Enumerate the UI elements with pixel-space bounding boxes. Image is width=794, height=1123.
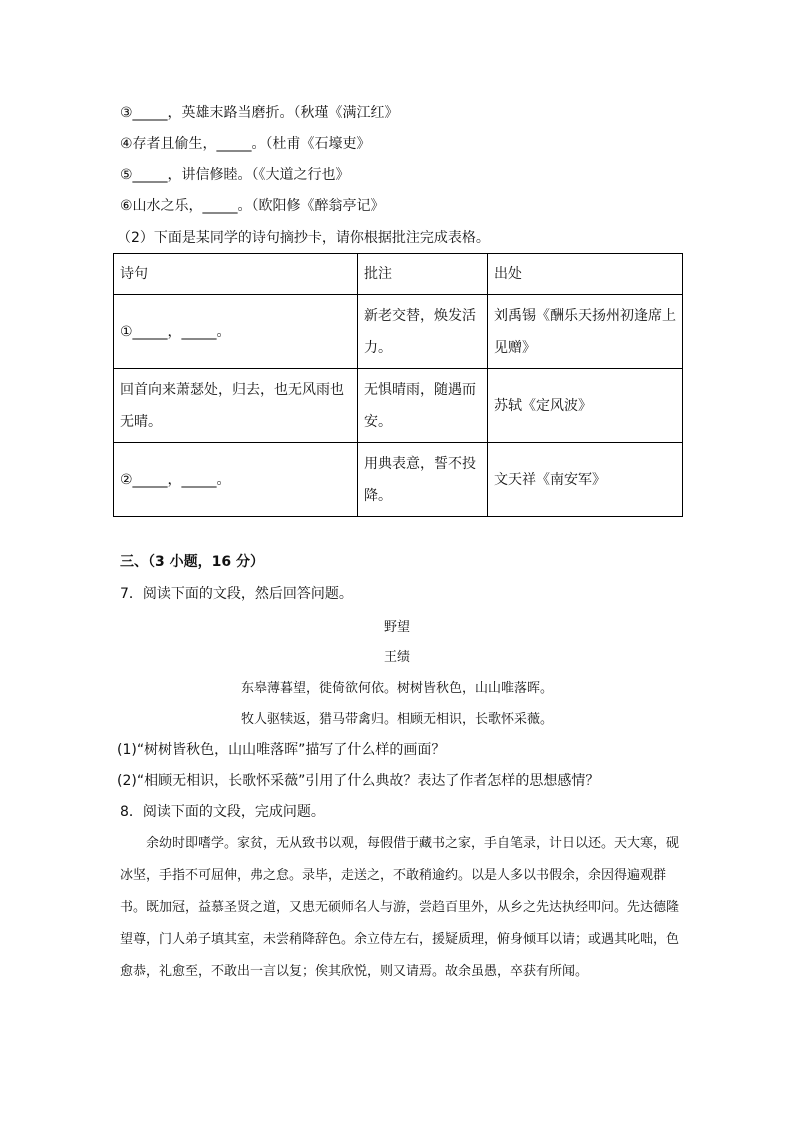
source-cell: 刘禹锡《酬乐天扬州初逢席上见赠》	[488, 295, 683, 369]
poem-title: 野望	[383, 620, 410, 635]
fill-blank-6: ⑥山水之乐，_____。（欧阳修《醉翁亭记》	[120, 198, 385, 214]
section-3-heading: 三、（3 小题，16 分）	[120, 554, 264, 570]
question-8-prompt: 8．阅读下面的文段，完成问题。	[120, 804, 325, 820]
question-7-prompt: 7．阅读下面的文段，然后回答问题。	[120, 586, 353, 602]
question-2-prompt: （2）下面是某同学的诗句摘抄卡，请你根据批注完成表格。	[117, 230, 490, 246]
question-7-1: (1)“树树皆秋色，山山唯落晖”描写了什么样的画面？	[117, 742, 446, 758]
source-cell: 文天祥《南安军》	[488, 443, 683, 517]
header-poem: 诗句	[114, 254, 358, 295]
table-header-row	[114, 254, 683, 295]
classical-passage: 余幼时即嗜学。家贫，无从致书以观，每假借于藏书之家，手自笔录，计日以还。天大寒，砚冰坚，手指不可屈伸，弗之怠。录毕，走送之，不敢稍逾约。以是人多以书假余，余因得遍观群书。既加冠，益慕圣贤之道，又患无硕师名人与游，尝趋百里外，从乡之先达执经叩问。先达德隆望尊，门人弟子填其室，未尝稍降辞色。余立侍左右，援疑质理，俯身倾耳以请；或遇其叱咄，色愈恭，礼愈至，不敢出一言以复；俟其欣悦，则又请焉。故余虽愚，卒获有所闻。	[120, 836, 680, 979]
note-cell: 用典表意，誓不投降。	[358, 443, 488, 517]
poem-line-1: 东皋薄暮望，徙倚欲何依。树树皆秋色，山山唯落晖。	[240, 681, 553, 696]
note-cell: 新老交替，焕发活力。	[358, 295, 488, 369]
poem-cell: ②_____，_____。	[114, 443, 358, 517]
source-cell: 苏轼《定风波》	[488, 369, 683, 443]
poem-cell: ①_____，_____。	[114, 295, 358, 369]
table-row	[114, 369, 683, 443]
header-source: 出处	[488, 254, 683, 295]
table-row	[114, 295, 683, 369]
question-7-2: (2)“相顾无相识，长歌怀采薇”引用了什么典故？表达了作者怎样的思想感情？	[117, 773, 600, 789]
poem-author: 王绩	[383, 650, 410, 665]
poem-cell: 回首向来萧瑟处，归去，也无风雨也无晴。	[114, 369, 358, 443]
table-row	[114, 443, 683, 517]
fill-blank-4: ④存者且偷生，_____。（杜甫《石壕吏》	[120, 136, 371, 152]
poem-line-2: 牧人驱犊返，猎马带禽归。相顾无相识，长歌怀采薇。	[240, 712, 553, 727]
header-note: 批注	[358, 254, 488, 295]
note-cell: 无惧晴雨，随遇而安。	[358, 369, 488, 443]
fill-blank-3: ③_____，英雄末路当磨折。（秋瑾《满江红》	[120, 105, 399, 121]
fill-blank-5: ⑤_____，讲信修睦。（《大道之行也》	[120, 167, 350, 183]
poem-excerpt-table	[113, 253, 683, 517]
